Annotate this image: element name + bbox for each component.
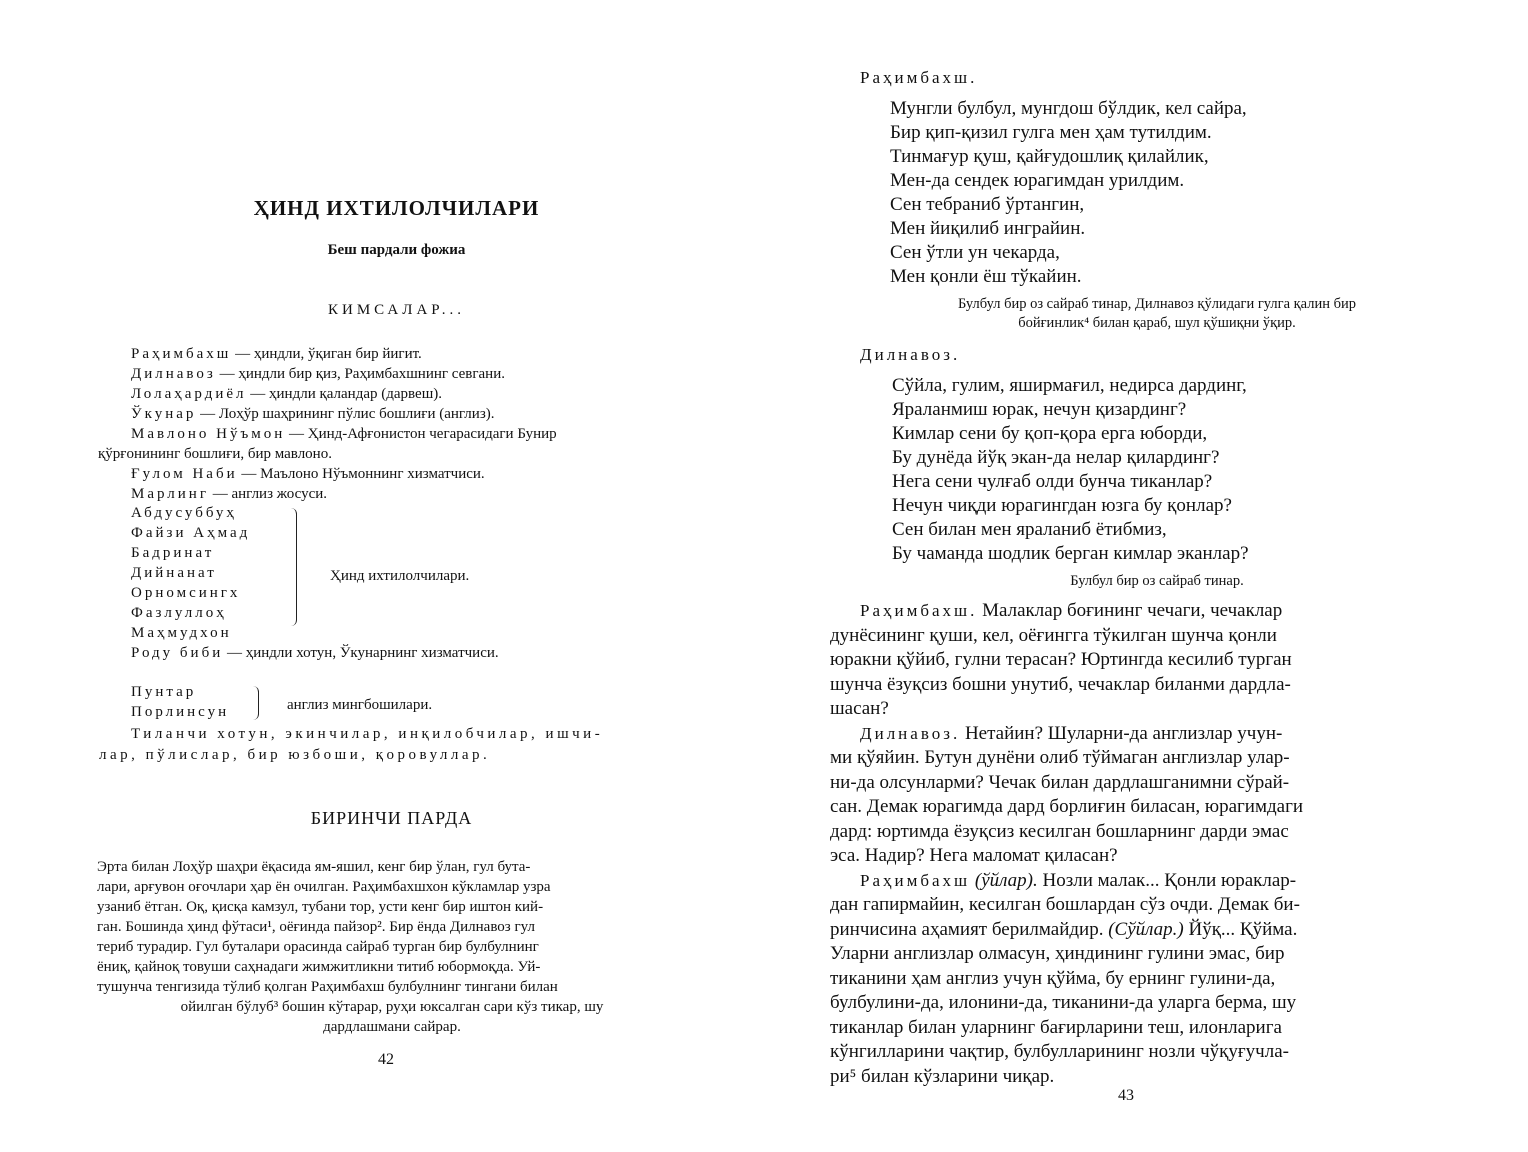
- prose-line: шасан?: [830, 698, 889, 719]
- rebels-brace: [288, 508, 297, 626]
- prose-line: дард: юртимда ёзуқсиз кесилган бошларнинг дарди эмас: [830, 820, 1289, 842]
- cast-entry: Ўкунар — Лоҳўр шаҳрининг пўлис бошлиғи (англиз).: [131, 406, 495, 422]
- page-number: 42: [378, 1051, 394, 1068]
- verse-line: Сен тебраниб ўртангин,: [890, 194, 1085, 215]
- prose-line: Дилнавоз. Нетайин? Шуларни-да англизлар учун-: [860, 722, 1283, 744]
- cast-heading: КИМСАЛАР...: [328, 302, 465, 318]
- extras-line: Тиланчи хотун, экинчилар, инқилобчилар, ишчи-: [131, 726, 604, 742]
- remark-line: тушунча тенгизида тўлиб қолган Раҳимбахш булбулнинг тингани билан: [97, 979, 558, 995]
- right-page: [764, 0, 1528, 1152]
- act-title: БИРИНЧИ ПАРДА: [310, 808, 473, 828]
- prose-line: юракни қўйиб, гулни терасан? Юртингда кесилиб турган: [830, 649, 1292, 670]
- verse-line: Тинмағур қуш, қайғудошлиқ қилайлик,: [890, 146, 1209, 167]
- prose-line: ри⁵ билан кўзларини чиқар.: [830, 1065, 1055, 1087]
- cast-entry: Лолаҳардиёл — ҳиндли қаландар (дарвеш).: [131, 386, 442, 402]
- verse-line: Бир қип-қизил гулга мен ҳам тутилдим.: [890, 122, 1212, 143]
- prose-line: Уларни англизлар олмасун, ҳиндининг гулини эмас, бир: [830, 943, 1285, 964]
- prose-line: Раҳимбахш (ўйлар). Нозли малак... Қонли юраклар-: [860, 869, 1297, 891]
- rebels-list: [131, 503, 250, 643]
- cast-entry: Марлинг — англиз жосуси.: [131, 486, 328, 502]
- verse-line: Сен ўтли ун чекарда,: [890, 242, 1060, 263]
- verse-line: Нечун чиқди юрагингдан юзга бу қонлар?: [892, 495, 1232, 516]
- prose-line: булбулини-да, илонини-да, тиканини-да уларга берма, шу: [830, 992, 1297, 1013]
- page-number: 43: [1118, 1087, 1134, 1104]
- speaker-label: Дилнавоз.: [860, 345, 961, 364]
- cast-list: [98, 344, 557, 504]
- rebel-name: Фазлуллоҳ: [131, 605, 227, 621]
- prose-line: тиканлар билан уларнинг бағирларини теш, илонларига: [830, 1016, 1282, 1038]
- prose-line: сан. Демак юрагимда дард борлиғин биласан, юрагимдаги: [830, 796, 1304, 817]
- stage-line: Булбул бир оз сайраб тинар, Дилнавоз қўлидаги гулга қалин бир: [957, 296, 1357, 312]
- extras-line: лар, пўлислар, бир юзбоши, қоровуллар.: [99, 747, 491, 763]
- verse-line: Мен-да сендек юрагимдан урилдим.: [890, 170, 1185, 191]
- rebel-name: Бадринат: [131, 545, 215, 561]
- rebel-name: Дийнанат: [131, 565, 217, 581]
- verse-block: [890, 97, 1247, 289]
- speaker-label: Раҳимбахш.: [860, 68, 978, 87]
- officers-brace: [252, 686, 259, 720]
- play-title: ҲИНД ИХТИЛОЛЧИЛАРИ: [253, 196, 540, 220]
- verse-line: Нега сени чулғаб олди бунча тиканлар?: [892, 471, 1213, 492]
- rebel-name: Маҳмудхон: [131, 625, 232, 641]
- remark-line: Эрта билан Лоҳўр шаҳри ёқасида ям-яшил, кенг бир ўлан, гул бута-: [97, 859, 531, 875]
- stage-direction: Булбул бир оз сайраб тинар.: [1070, 573, 1244, 589]
- rebels-label: Ҳинд ихтилолчилари.: [330, 568, 470, 584]
- verse-line: Яраланмиш юрак, нечун қизардинг?: [892, 399, 1187, 420]
- cast-entry: Дилнавоз — ҳиндли бир қиз, Раҳимбахшнинг севгани.: [131, 366, 505, 382]
- prose-line: ни-да олсунларми? Чечак билан дардлашганимни сўрай-: [830, 771, 1290, 793]
- remark-line: ёниқ, қайноқ товуши саҳнадаги жимжитликни титиб юбормоқда. Уй-: [97, 959, 541, 975]
- rebel-name: Абдусуббуҳ: [131, 505, 237, 521]
- stage-line: бойғинлик⁴ билан қараб, шул қўшиқни ўқир.: [1018, 315, 1296, 331]
- prose-line: Раҳимбахш. Малаклар боғининг чечаги, чечаклар: [860, 600, 1283, 621]
- officer-name: Пунтар: [131, 684, 197, 700]
- verse-line: Сўйла, гулим, яширмағил, недирса дардинг,: [892, 375, 1247, 396]
- stage-direction: [764, 295, 1528, 333]
- verse-line: Кимлар сени бу қоп-қора ерга юборди,: [892, 423, 1208, 444]
- prose-line: эса. Надир? Нега маломат қиласан?: [830, 845, 1118, 866]
- cast-entry: Роду биби — ҳиндли хотун, Ўкунарнинг хизматчиси.: [131, 645, 499, 661]
- dialogue-prose: [830, 599, 1430, 1089]
- remark-line: ойилган бўлуб³ бошин кўтарар, руҳи юксалган сари кўз тикар, шу: [180, 999, 604, 1015]
- remark-line: териб турадир. Гул буталари орасинда сайраб турган бир булбулнинг: [97, 939, 539, 955]
- rebel-name: Орномсингх: [131, 585, 241, 601]
- officer-name: Порлинсун: [131, 704, 230, 720]
- cast-entry: Мавлоно Нўъмон — Ҳинд-Афғонистон чегарасидаги Бунир: [131, 426, 557, 442]
- officers-label: англиз мингбошилари.: [287, 697, 433, 713]
- rebel-name: Файзи Аҳмад: [131, 525, 251, 541]
- stage-remark: [97, 857, 687, 1037]
- verse-line: Мен йиқилиб инграйин.: [890, 218, 1086, 239]
- prose-line: дунёсининг қуши, кел, оёғингга тўкилган шунча қонли: [830, 624, 1277, 646]
- remark-line: узаниб ётган. Оқ, қисқа камзул, тубани тор, усти кенг бир иштон кий-: [97, 899, 544, 915]
- prose-line: кўнгилларини чақтир, булбулларининг нозли чўқуғучла-: [830, 1041, 1289, 1062]
- verse-line: Мен қонли ёш тўкайин.: [890, 266, 1082, 287]
- verse-line: Мунгли булбул, мунгдош бўлдик, кел сайра,: [890, 98, 1247, 119]
- cast-entry: Раҳимбахш — ҳиндли, ўқиган бир йигит.: [131, 346, 422, 362]
- remark-line: дардлашмани сайрар.: [323, 1019, 461, 1035]
- play-subtitle: Беш пардали фожиа: [327, 242, 466, 258]
- verse-line: Бу дунёда йўқ экан-да нелар қилардинг?: [892, 447, 1220, 468]
- cast-entry-continuation: қўрғонининг бошлиғи, бир мавлоно.: [98, 446, 332, 462]
- prose-line: ми қўяйин. Бутун дунёни олиб тўймаган англизлар улар-: [830, 747, 1290, 768]
- remark-line: лари, арғувон оғочлари ҳар ён очилган. Раҳимбахшхон кўкламлар узра: [97, 879, 551, 895]
- prose-line: шунча ёзуқсиз бошни унутиб, чечаклар биланми дардла-: [830, 673, 1291, 695]
- prose-line: ринчисина аҳамият берилмайдир. (Сўйлар.) Йўқ... Қўйма.: [830, 918, 1298, 940]
- officers-list: [131, 682, 229, 722]
- cast-entry: Ғулом Наби — Маълоно Нўъмоннинг хизматчиси.: [131, 466, 485, 482]
- verse-line: Сен билан мен яраланиб ётибмиз,: [892, 519, 1167, 540]
- prose-line: тиканини ҳам англиз учун қўйма, бу ернинг гулини-да,: [830, 967, 1276, 989]
- verse-block: [892, 374, 1249, 566]
- remark-line: ган. Бошинда ҳинд фўтаси¹, оёғинда пайзор². Бир ёнда Дилнавоз гул: [97, 919, 535, 935]
- verse-line: Бу чаманда шодлик берган кимлар эканлар?: [892, 543, 1249, 564]
- prose-line: дан гапирмайин, кесилган бошлардан сўз очди. Демак би-: [830, 894, 1300, 915]
